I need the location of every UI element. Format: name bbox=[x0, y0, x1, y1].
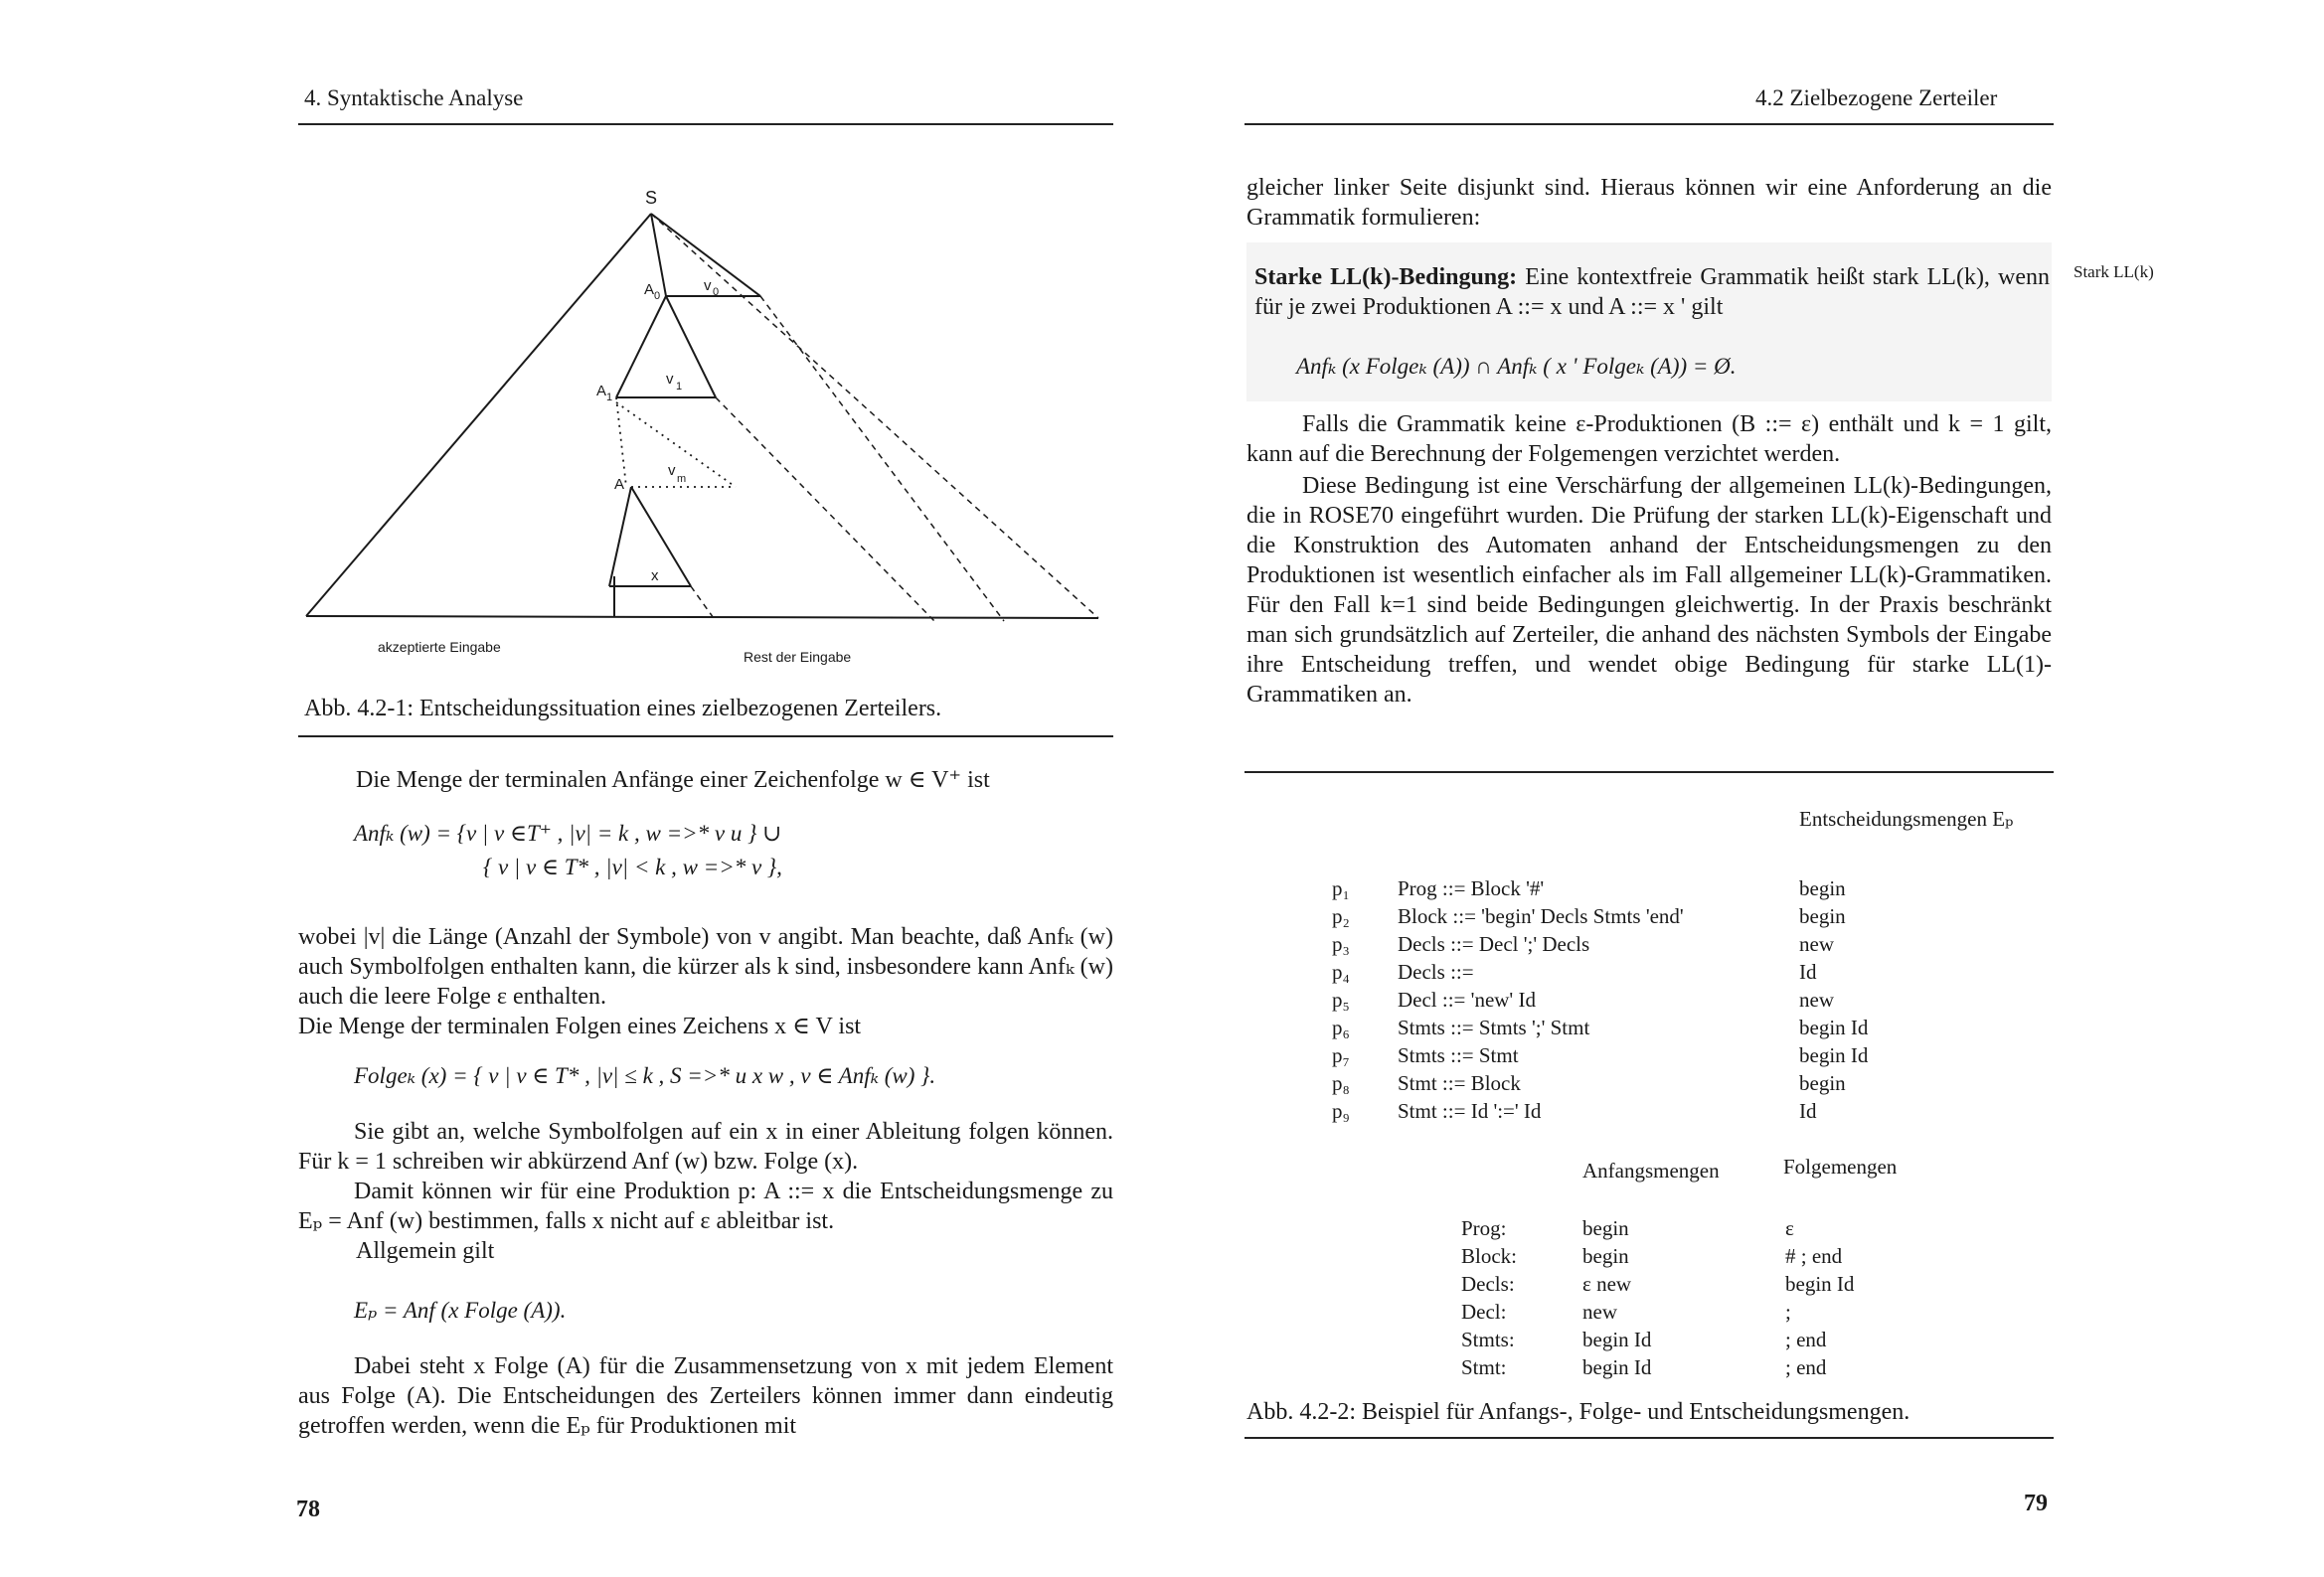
sets-table bbox=[1461, 1214, 2018, 1381]
right-header-rule bbox=[1245, 123, 2054, 125]
left-caption-rule bbox=[298, 735, 1113, 737]
left-figure-caption: Abb. 4.2-1: Entscheidungssituation eines zielbezogenen Zerteilers. bbox=[304, 696, 942, 721]
label-a1: A bbox=[596, 383, 607, 399]
left-running-header: 4. Syntaktische Analyse bbox=[304, 85, 524, 110]
left-header-rule bbox=[298, 123, 1113, 125]
label-v1: v bbox=[666, 371, 674, 388]
production-row: p₃ Decls ::= Decl ';' Decls new bbox=[1332, 932, 1834, 956]
chain-dots-left bbox=[616, 397, 626, 487]
production-row: p₆ Stmts ::= Stmts ';' Stmt begin Id bbox=[1332, 1016, 1869, 1039]
production-row: p₅ Decl ::= 'new' Id new bbox=[1332, 988, 1834, 1012]
right-running-header: 4.2 Zielbezogene Zerteiler bbox=[1755, 85, 1998, 110]
formula-folge: Folgeₖ (x) = { v | v ∈ T* , |v| ≤ k , S =>* u x w , v ∈ Anfₖ (w) }. bbox=[354, 1063, 936, 1088]
triangle-right-edge bbox=[651, 214, 1098, 618]
x-dash bbox=[691, 586, 716, 621]
production-row: p₉ Stmt ::= Id ':=' Id Id bbox=[1332, 1099, 1817, 1123]
label-accepted-input: akzeptierte Eingabe bbox=[378, 639, 501, 655]
left-paragraph-7: Dabei steht x Folge (A) für die Zusammensetzung von x mit jedem Element aus Folge (A). Die Entscheidungen des Zerteilers können immer dann eindeutig getroffen werden, wenn die Eₚ für Produktionen mit bbox=[298, 1353, 1113, 1439]
left-paragraph-6: Allgemein gilt bbox=[356, 1238, 495, 1264]
a1-dash bbox=[716, 397, 934, 621]
label-a: A bbox=[614, 476, 625, 493]
right-paragraph-1: gleicher linker Seite disjunkt sind. Hieraus können wir eine Anforderung an die Grammatik formulieren: bbox=[1246, 175, 2052, 231]
sets-row: Decl: new ; bbox=[1461, 1300, 1791, 1324]
right-page-number: 79 bbox=[2024, 1491, 2048, 1516]
label-a1-sub: 1 bbox=[606, 392, 613, 403]
label-root-s: S bbox=[645, 188, 658, 208]
sets-row: Prog: begin ε bbox=[1461, 1216, 1794, 1240]
label-v0-sub: 0 bbox=[713, 286, 720, 298]
left-page-number: 78 bbox=[296, 1497, 320, 1522]
left-paragraph-5: Damit können wir für eine Produktion p: A ::= x die Entscheidungsmenge zu Eₚ = Anf (w) bestimmen, falls x nicht auf ε ableitbar ist. bbox=[298, 1179, 1113, 1234]
a-right bbox=[631, 487, 691, 586]
production-row: p₄ Decls ::= Id bbox=[1332, 960, 1817, 984]
left-paragraph-2: wobei |v| die Länge (Anzahl der Symbole) von v angibt. Man beachte, daß Anfₖ (w) auch Symbolfolgen enthalten kann, die kürzer als k sind, insbesondere kann Anfₖ (w) auch die leere Folge ε enthalten. bbox=[298, 924, 1113, 1010]
formula-anf-line1: Anfₖ (w) = {v | v ∈T⁺ , |v| = k , w =>* v u } ∪ bbox=[354, 821, 782, 846]
a0-dash bbox=[760, 296, 1004, 621]
label-v1-sub: 1 bbox=[676, 381, 683, 393]
label-x: x bbox=[651, 567, 659, 584]
triangle-left-edge bbox=[306, 214, 651, 616]
production-row: p₁ Prog ::= Block '#' begin bbox=[1332, 876, 1846, 900]
production-row: p₇ Stmts ::= Stmt begin Id bbox=[1332, 1043, 1869, 1067]
label-rest-input: Rest der Eingabe bbox=[744, 649, 852, 665]
label-vm-sub: m bbox=[677, 473, 687, 485]
sets-heading-anfang: Anfangsmengen bbox=[1582, 1159, 1720, 1183]
definition-title: Starke LL(k)-Bedingung: bbox=[1254, 264, 1518, 290]
formula-ep: Eₚ = Anf (x Folge (A)). bbox=[354, 1298, 567, 1323]
table-top-rule bbox=[1245, 771, 2054, 773]
left-paragraph-4: Sie gibt an, welche Symbolfolgen auf ein x in einer Ableitung folgen können. Für k = 1 schreiben wir abkürzend Anf (w) bzw. Folge (x). bbox=[298, 1119, 1113, 1175]
label-v0: v bbox=[704, 277, 712, 294]
input-baseline bbox=[306, 616, 1098, 618]
label-vm: v bbox=[668, 462, 676, 479]
a1-left bbox=[616, 296, 666, 397]
left-paragraph-1: Die Menge der terminalen Anfänge einer Zeichenfolge w ∈ V⁺ ist bbox=[356, 767, 990, 793]
right-caption-rule bbox=[1245, 1437, 2054, 1439]
label-a0: A bbox=[644, 281, 655, 298]
chain-dots-right bbox=[616, 402, 736, 487]
sets-row: Stmts: begin Id ; end bbox=[1461, 1328, 1827, 1351]
right-figure-caption: Abb. 4.2-2: Beispiel für Anfangs-, Folge- und Entscheidungsmengen. bbox=[1246, 1399, 1910, 1425]
margin-note: Stark LL(k) bbox=[2074, 262, 2154, 281]
table-heading-decision-sets: Entscheidungsmengen Eₚ bbox=[1799, 807, 2014, 831]
a1-right bbox=[666, 296, 716, 397]
right-paragraph-3: Diese Bedingung ist eine Verschärfung der allgemeinen LL(k)-Bedingungen, die in ROSE70 eingeführt wurden. Die Prüfung der starken LL(k)-Eigenschaft und die Konstruktion des Automaten anhand der Entscheidungsmengen zu den Produktionen ist wesentlich einfacher als im Fall allgemeiner LL(k)-Grammatiken. Für den Fall k=1 sind beide Bedingungen gleichwertig. In der Praxis beschränkt man sich grundsätzlich auf Zerteiler, die anhand des nächsten Symbols der Eingabe ihre Entscheidung treffen, und wendet obige Bedingung für starke LL(1)-Grammatiken an. bbox=[1246, 473, 2052, 708]
definition-formula: Anfₖ (x Folgeₖ (A)) ∩ Anfₖ ( x ' Folgeₖ (A)) = Ø. bbox=[1296, 354, 1737, 379]
sets-row: Stmt: begin Id ; end bbox=[1461, 1355, 1827, 1379]
sets-row: Block: begin # ; end bbox=[1461, 1244, 1843, 1268]
sets-heading-folge: Folgemengen bbox=[1783, 1155, 1898, 1179]
parse-tree-figure bbox=[298, 179, 1113, 676]
formula-anf-line2: { v | v ∈ T* , |v| < k , w =>* v }, bbox=[483, 855, 782, 879]
production-row: p₂ Block ::= 'begin' Decls Stmts 'end' begin bbox=[1332, 904, 1846, 928]
definition-text-block bbox=[1254, 262, 2050, 322]
a-left bbox=[609, 487, 631, 586]
right-paragraph-2: Falls die Grammatik keine ε-Produktionen (B ::= ε) enthält und k = 1 gilt, kann auf die Berechnung der Folgemengen verzichtet werden. bbox=[1246, 411, 2052, 467]
productions-table bbox=[1332, 874, 2028, 1125]
sets-row: Decls: ε new begin Id bbox=[1461, 1272, 1855, 1296]
definition-text: Eine kontextfreie Grammatik heißt stark LL(k), wenn für je zwei Produktionen A ::= x und A ::= x ' gilt bbox=[1254, 264, 2051, 320]
production-row: p₈ Stmt ::= Block begin bbox=[1332, 1071, 1846, 1095]
left-paragraph-3: Die Menge der terminalen Folgen eines Zeichens x ∈ V ist bbox=[298, 1014, 862, 1039]
label-a0-sub: 0 bbox=[654, 290, 661, 302]
